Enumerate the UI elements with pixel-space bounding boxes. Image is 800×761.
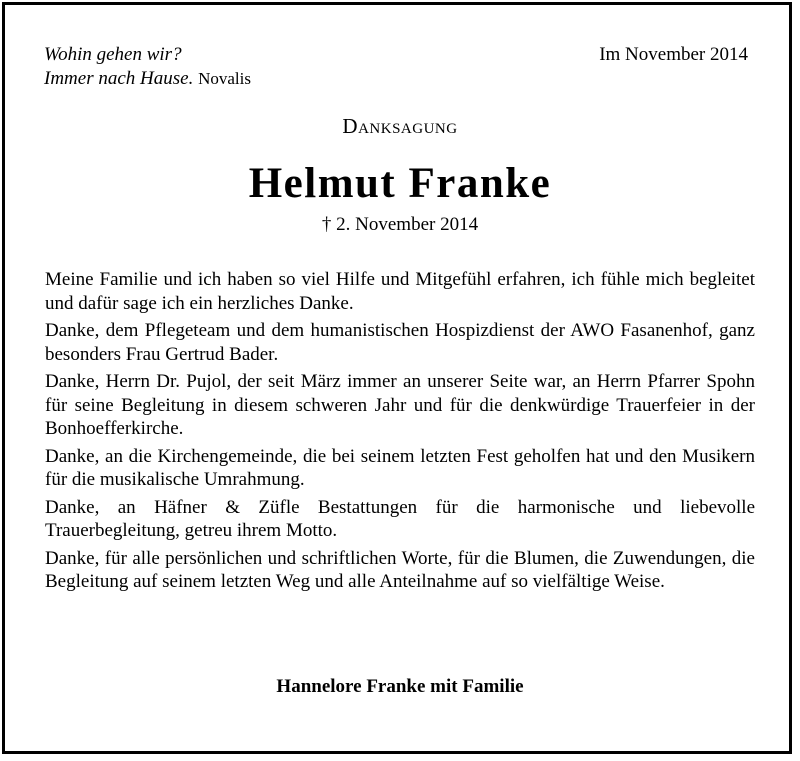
paragraph: Meine Familie und ich haben so viel Hilfe und Mitgefühl erfahren, ich fühle mich begleitet und dafür sage ich ein herzliches Danke.	[45, 269, 755, 314]
motto-author: Novalis	[198, 69, 251, 88]
notice-date: Im November 2014	[599, 44, 748, 65]
paragraph: Danke, Herrn Dr. Pujol, der seit März immer an unserer Seite war, an Herrn Pfarrer Spohn für seine Begleitung in diesem schweren Jahr und für die denkwürdige Trauerfeier in der Bonhoefferkirche.	[45, 371, 755, 439]
thank-you-text	[45, 268, 755, 598]
motto-line-1: Wohin gehen wir?	[44, 44, 182, 65]
deceased-name: Helmut Franke	[248, 160, 552, 207]
paragraph: Danke, dem Pflegeteam und dem humanistischen Hospizdienst der AWO Fasanenhof, ganz besonders Frau Gertrud Bader.	[45, 320, 755, 365]
signature: Hannelore Franke mit Familie	[276, 676, 524, 697]
death-date: † 2. November 2014	[321, 214, 479, 235]
paragraph: Danke, für alle persönlichen und schriftlichen Worte, für die Blumen, die Zuwendungen, die Begleitung auf seinem letzten Weg und alle Anteilnahme auf so vielfältige Weise.	[45, 547, 755, 592]
paragraph: Danke, an die Kirchengemeinde, die bei seinem letzten Fest geholfen hat und den Musikern für die musikalische Umrahmung.	[45, 445, 755, 490]
motto-quote	[44, 43, 251, 91]
paragraph: Danke, an Häfner & Züfle Bestattungen für die harmonische und liebevolle Trauerbegleitung, getreu ihrem Motto.	[45, 496, 755, 541]
motto-line-2: Immer nach Hause.	[44, 68, 194, 89]
notice-heading: Danksagung	[342, 114, 458, 138]
